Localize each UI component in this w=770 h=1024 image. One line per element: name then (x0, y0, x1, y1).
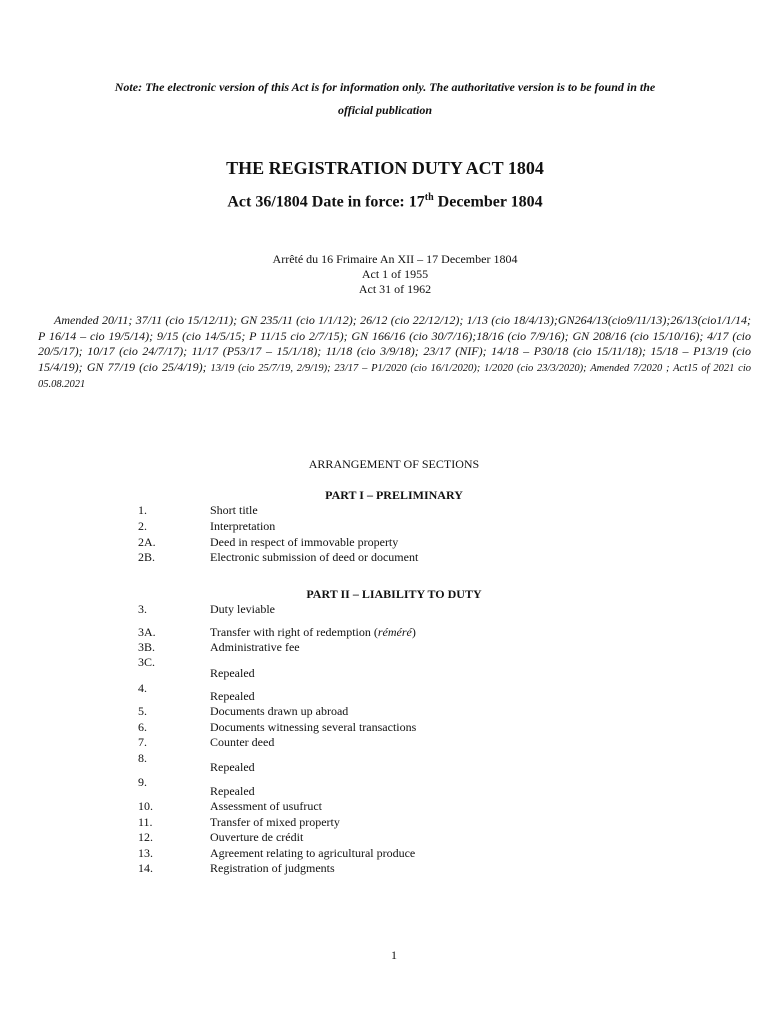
section-title: Interpretation (210, 519, 276, 533)
act-reference: Arrêté du 16 Frimaire An XII – 17 December 1804 (272, 252, 518, 266)
section-title: Registration of judgments (210, 861, 335, 875)
section-number: 7. (138, 735, 147, 749)
act-subtitle (0, 192, 770, 211)
section-number: 2. (138, 519, 147, 533)
section-number: 10. (138, 799, 153, 813)
act-reference: Act 31 of 1962 (358, 282, 432, 296)
section-title: Deed in respect of immovable property (210, 535, 399, 549)
note-line-2: official publication (337, 103, 433, 117)
section-title: Counter deed (210, 735, 275, 749)
amendment-history (38, 313, 751, 393)
subtitle-suffix: December 1804 (433, 193, 543, 211)
disclaimer-note (60, 76, 710, 122)
section-title: Electronic submission of deed or document (210, 550, 419, 564)
section-title (210, 625, 416, 640)
subtitle-ordinal: th (424, 192, 434, 203)
section-number: 3. (138, 602, 147, 616)
section-number: 9. (138, 775, 147, 789)
section-title: Transfer of mixed property (210, 815, 340, 829)
section-title: Repealed (210, 784, 255, 798)
section-number: 4. (138, 681, 147, 695)
section-number: 12. (138, 830, 153, 844)
section-number: 8. (138, 751, 147, 765)
section-title: Repealed (210, 689, 255, 703)
section-title: Agreement relating to agricultural produce (210, 846, 416, 860)
section-number: 3B. (138, 640, 156, 654)
section-number: 6. (138, 720, 147, 734)
section-title: Duty leviable (210, 602, 275, 616)
part-heading-2: PART II – LIABILITY TO DUTY (306, 587, 482, 601)
section-title: Repealed (210, 760, 255, 774)
section-title: Short title (210, 503, 258, 517)
act-title: THE REGISTRATION DUTY ACT 1804 (226, 158, 544, 178)
section-title: Documents drawn up abroad (210, 704, 349, 718)
section-number: 13. (138, 846, 153, 860)
part-heading-1: PART I – PRELIMINARY (325, 488, 463, 502)
section-title: Repealed (210, 666, 255, 680)
section-title-italic: réméré (377, 625, 412, 639)
subtitle-prefix: Act 36/1804 Date in force: 17 (227, 193, 425, 211)
section-title: Administrative fee (210, 640, 300, 654)
section-number: 5. (138, 704, 147, 718)
section-number: 2A. (138, 535, 156, 549)
act-references (0, 252, 770, 297)
section-number: 14. (138, 861, 153, 875)
section-title: Ouverture de crédit (210, 830, 304, 844)
section-number: 3A. (138, 625, 156, 639)
section-title-text: Transfer with right of redemption ( (210, 625, 378, 639)
page-number: 1 (391, 948, 397, 962)
section-title: Assessment of usufruct (210, 799, 322, 813)
act-reference: Act 1 of 1955 (361, 267, 429, 281)
section-number: 3C. (138, 655, 156, 669)
amendment-text: Amended 20/11; 37/11 (cio 15/12/11); GN 235/11 (cio 1/1/12); 26/12 (cio 22/12/12); 1/13 (cio 18/4/13);GN264/13(cio9/11/13);26/13(cio1/1/14; P 16/14 – cio 19/5/14); 9/15 (cio 14/5/15; P 11/15 cio 2/7/15); GN 166/16 (cio 30/7/16);18/16 (cio 7/9/16); GN 208/16 (cio 15/10/16); 4/17 (cio 20/5/17); 10/17 (cio 24/7/17); 11/17 (P53/17 – 15/1/18); 11/18 (cio 3/9/18); 23/17 (NIF); 14/18 – P30/18 (cio 15/11/18); 15/18 – P13/19 (cio 15/4/19); GN 77/19 (cio 25/4/19); (38, 313, 751, 374)
amendment-text-small: 13/19 (cio 25/7/19, 2/9/19); 23/17 – P1/2020 (cio 16/1/2020); 1/2020 (cio 23/3/2020); Amended 7/2020 ; Act15 of 2021 cio 05.08.2021 (38, 362, 752, 390)
arrangement-heading: ARRANGEMENT OF SECTIONS (308, 457, 480, 471)
section-title: Documents witnessing several transactions (210, 720, 417, 734)
note-line-1: Note: The electronic version of this Act is for information only. The authoritative version is to be found in the (114, 80, 656, 94)
section-number: 11. (138, 815, 153, 829)
section-title-close: ) (411, 625, 416, 639)
section-number: 2B. (138, 550, 156, 564)
section-number: 1. (138, 503, 147, 517)
